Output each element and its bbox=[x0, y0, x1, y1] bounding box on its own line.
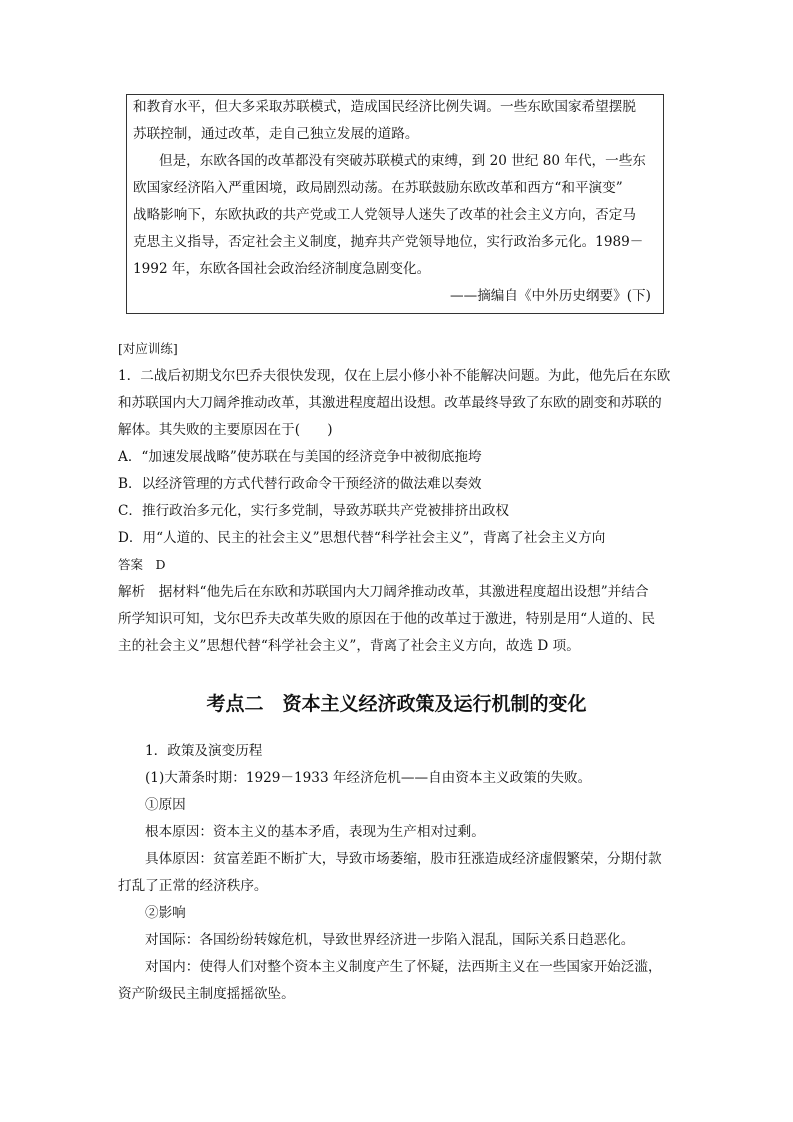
option-c: C．推行政治多元化，实行多党制，导致苏联共产党被排挤出政权 bbox=[118, 503, 510, 519]
section-line: ②影响 bbox=[145, 905, 186, 921]
section-line: 资产阶级民主制度摇摇欲坠。 bbox=[118, 986, 295, 1002]
option-d: D．用“人道的、民主的社会主义”思想代替“科学社会主义”，背离了社会主义方向 bbox=[118, 530, 606, 546]
material-line: 苏联控制，通过改革，走自己独立发展的道路。 bbox=[133, 126, 419, 142]
material-line: 战略影响下，东欧执政的共产党或工人党领导人迷失了改革的社会主义方向，否定马 bbox=[133, 207, 636, 223]
section-line: 根本原因：资本主义的基本矛盾，表现为生产相对过剩。 bbox=[145, 824, 485, 840]
option-a: A．“加速发展战略”使苏联在与美国的经济竞争中被彻底拖垮 bbox=[118, 449, 482, 465]
analysis-line: 所学知识可知，戈尔巴乔夫改革失败的原因在于他的改革过于激进，特别是用“人道的、民 bbox=[118, 611, 656, 627]
answer-line: 答案 D bbox=[118, 557, 166, 572]
material-line: 但是，东欧各国的改革都没有突破苏联模式的束缚，到 20 世纪 80 年代，一些东 bbox=[159, 153, 646, 169]
material-line: 欧国家经济陷入严重困境，政局剧烈动荡。在苏联鼓励东欧改革和西方“和平演变” bbox=[133, 180, 623, 196]
option-b: B．以经济管理的方式代替行政命令干预经济的做法难以奏效 bbox=[118, 476, 482, 492]
question-line: 1．二战后初期戈尔巴乔夫很快发现，仅在上层小修小补不能解决问题。为此，他先后在东欧 bbox=[118, 368, 671, 384]
analysis-line: 解析 据材料“他先后在东欧和苏联国内大刀阔斧推动改革，其激进程度超出设想”并结合 bbox=[118, 584, 649, 600]
practice-label: [对应训练] bbox=[118, 341, 178, 356]
section-line: 1．政策及演变历程 bbox=[145, 743, 263, 759]
section-line: ①原因 bbox=[145, 797, 186, 813]
analysis-line: 主的社会主义”思想代替“科学社会主义”，背离了社会主义方向，故选 D 项。 bbox=[118, 638, 580, 654]
section-line: (1)大萧条时期：1929－1933 年经济危机——自由资本主义政策的失败。 bbox=[145, 770, 592, 786]
section-heading: 考点二 资本主义经济政策及运行机制的变化 bbox=[206, 693, 587, 715]
question-line: 解体。其失败的主要原因在于( ) bbox=[118, 422, 333, 438]
question-line: 和苏联国内大刀阔斧推动改革，其激进程度超出设想。改革最终导致了东欧的剧变和苏联的 bbox=[118, 395, 662, 411]
section-line: 具体原因：贫富差距不断扩大，导致市场萎缩，股市狂涨造成经济虚假繁荣，分期付款 bbox=[145, 851, 662, 867]
material-source: ——摘编自《中外历史纲要》(下) bbox=[450, 288, 651, 304]
section-line: 对国内：使得人们对整个资本主义制度产生了怀疑，法西斯主义在一些国家开始泛滥， bbox=[145, 959, 662, 975]
material-line: 1992 年，东欧各国社会政治经济制度急剧变化。 bbox=[133, 261, 431, 277]
material-line: 和教育水平，但大多采取苏联模式，造成国民经济比例失调。一些东欧国家希望摆脱 bbox=[133, 99, 636, 115]
material-line: 克思主义指导，否定社会主义制度，抛弃共产党领导地位，实行政治多元化。1989－ bbox=[133, 234, 644, 250]
section-line: 对国际：各国纷纷转嫁危机，导致世界经济进一步陷入混乱，国际关系日趋恶化。 bbox=[145, 932, 635, 948]
section-line: 打乱了正常的经济秩序。 bbox=[118, 878, 268, 894]
